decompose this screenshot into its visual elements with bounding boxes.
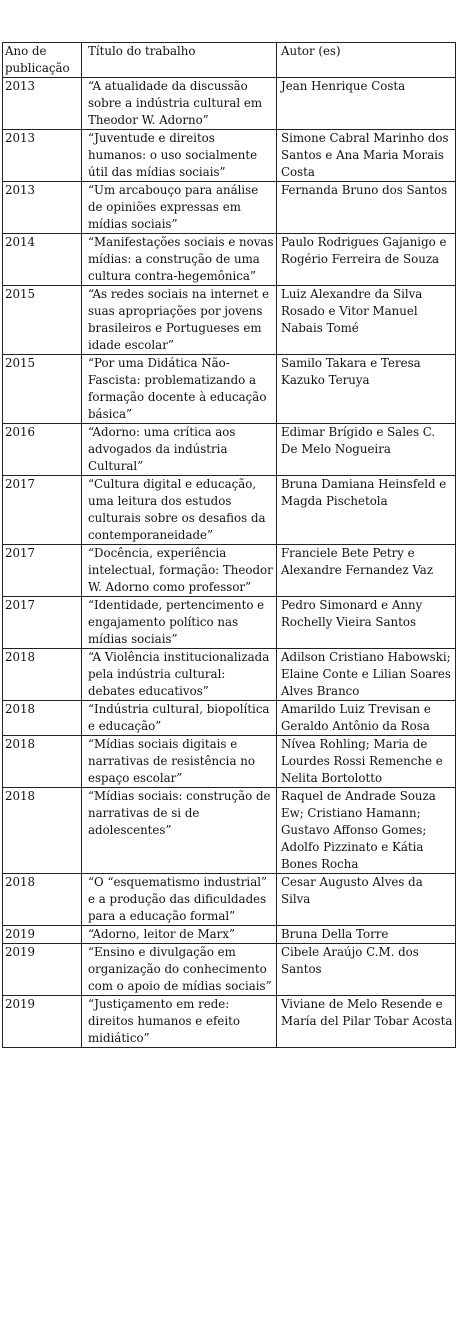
cell-author: Bruna Della Torre <box>277 926 456 944</box>
cell-year: 2016 <box>3 424 82 476</box>
cell-year: 2018 <box>3 649 82 701</box>
cell-author: Luiz Alexandre da Silva Rosado e Vitor Manuel Nabais Tomé <box>277 286 456 355</box>
table-body <box>3 78 456 1048</box>
cell-title: “Identidade, pertencimento e engajamento político nas mídias sociais” <box>82 597 277 649</box>
cell-author: Raquel de Andrade Souza Ew; Cristiano Hamann; Gustavo Affonso Gomes; Adolfo Pizzinato e Kátia Bones Rocha <box>277 788 456 874</box>
cell-title: “Docência, experiência intelectual, formação: Theodor W. Adorno como professor” <box>82 545 277 597</box>
cell-title: “Por uma Didática Não-Fascista: problematizando a formação docente à educação básica” <box>82 355 277 424</box>
cell-author: Jean Henrique Costa <box>277 78 456 130</box>
cell-title: “A Violência institucionalizada pela indústria cultural: debates educativos” <box>82 649 277 701</box>
cell-title: “Justiçamento em rede: direitos humanos e efeito midiático” <box>82 996 277 1048</box>
table-row <box>3 182 456 234</box>
cell-author: Fernanda Bruno dos Santos <box>277 182 456 234</box>
cell-year: 2018 <box>3 788 82 874</box>
cell-year: 2019 <box>3 996 82 1048</box>
cell-author: Franciele Bete Petry e Alexandre Fernandez Vaz <box>277 545 456 597</box>
cell-title: “Mídias sociais: construção de narrativas de si de adolescentes” <box>82 788 277 874</box>
cell-author: Adilson Cristiano Habowski; Elaine Conte e Lilian Soares Alves Branco <box>277 649 456 701</box>
table-row <box>3 926 456 944</box>
cell-author: Nívea Rohling; Maria de Lourdes Rossi Remenche e Nelita Bortolotto <box>277 736 456 788</box>
cell-year: 2019 <box>3 944 82 996</box>
cell-author: Amarildo Luiz Trevisan e Geraldo Antônio da Rosa <box>277 701 456 736</box>
cell-year: 2015 <box>3 286 82 355</box>
cell-year: 2019 <box>3 926 82 944</box>
cell-year: 2017 <box>3 597 82 649</box>
cell-title: “Ensino e divulgação em organização do conhecimento com o apoio de mídias sociais” <box>82 944 277 996</box>
cell-title: “O “esquematismo industrial” e a produção das dificuldades para a educação formal” <box>82 874 277 926</box>
header-author: Autor (es) <box>277 43 456 78</box>
table-row <box>3 701 456 736</box>
cell-year: 2017 <box>3 545 82 597</box>
header-title: Título do trabalho <box>82 43 277 78</box>
cell-title: “A atualidade da discussão sobre a indústria cultural em Theodor W. Adorno” <box>82 78 277 130</box>
table-row <box>3 355 456 424</box>
cell-title: “Adorno, leitor de Marx” <box>82 926 277 944</box>
table-row <box>3 788 456 874</box>
table-row <box>3 597 456 649</box>
table-row <box>3 424 456 476</box>
cell-author: Paulo Rodrigues Gajanigo e Rogério Ferreira de Souza <box>277 234 456 286</box>
cell-title: “Cultura digital e educação, uma leitura dos estudos culturais sobre os desafios da contemporaneidade” <box>82 476 277 545</box>
cell-author: Samilo Takara e Teresa Kazuko Teruya <box>277 355 456 424</box>
cell-year: 2013 <box>3 130 82 182</box>
table-row <box>3 874 456 926</box>
table-row <box>3 736 456 788</box>
cell-title: “As redes sociais na internet e suas apropriações por jovens brasileiros e Portugueses em idade escolar” <box>82 286 277 355</box>
cell-title: “Juventude e direitos humanos: o uso socialmente útil das mídias sociais” <box>82 130 277 182</box>
table-header-row <box>3 43 456 78</box>
cell-author: Cibele Araújo C.M. dos Santos <box>277 944 456 996</box>
cell-year: 2018 <box>3 701 82 736</box>
cell-year: 2015 <box>3 355 82 424</box>
table-row <box>3 286 456 355</box>
cell-year: 2014 <box>3 234 82 286</box>
table-row <box>3 944 456 996</box>
publications-table <box>2 42 456 1048</box>
cell-title: “Um arcabouço para análise de opiniões expressas em mídias sociais” <box>82 182 277 234</box>
cell-author: Viviane de Melo Resende e María del Pilar Tobar Acosta <box>277 996 456 1048</box>
cell-author: Bruna Damiana Heinsfeld e Magda Pischetola <box>277 476 456 545</box>
table-row <box>3 996 456 1048</box>
cell-author: Simone Cabral Marinho dos Santos e Ana Maria Morais Costa <box>277 130 456 182</box>
cell-year: 2013 <box>3 182 82 234</box>
table-row <box>3 78 456 130</box>
table-row <box>3 545 456 597</box>
cell-title: “Mídias sociais digitais e narrativas de resistência no espaço escolar” <box>82 736 277 788</box>
table-row <box>3 476 456 545</box>
table-row <box>3 234 456 286</box>
cell-year: 2013 <box>3 78 82 130</box>
header-year: Ano de publicação <box>3 43 82 78</box>
table-row <box>3 130 456 182</box>
table-row <box>3 649 456 701</box>
cell-author: Pedro Simonard e Anny Rochelly Vieira Santos <box>277 597 456 649</box>
cell-year: 2018 <box>3 874 82 926</box>
cell-title: “Adorno: uma crítica aos advogados da indústria Cultural” <box>82 424 277 476</box>
cell-author: Edimar Brígido e Sales C. De Melo Nogueira <box>277 424 456 476</box>
cell-year: 2017 <box>3 476 82 545</box>
cell-title: “Manifestações sociais e novas mídias: a construção de uma cultura contra-hegemônica” <box>82 234 277 286</box>
cell-year: 2018 <box>3 736 82 788</box>
cell-author: Cesar Augusto Alves da Silva <box>277 874 456 926</box>
cell-title: “Indústria cultural, biopolítica e educação” <box>82 701 277 736</box>
